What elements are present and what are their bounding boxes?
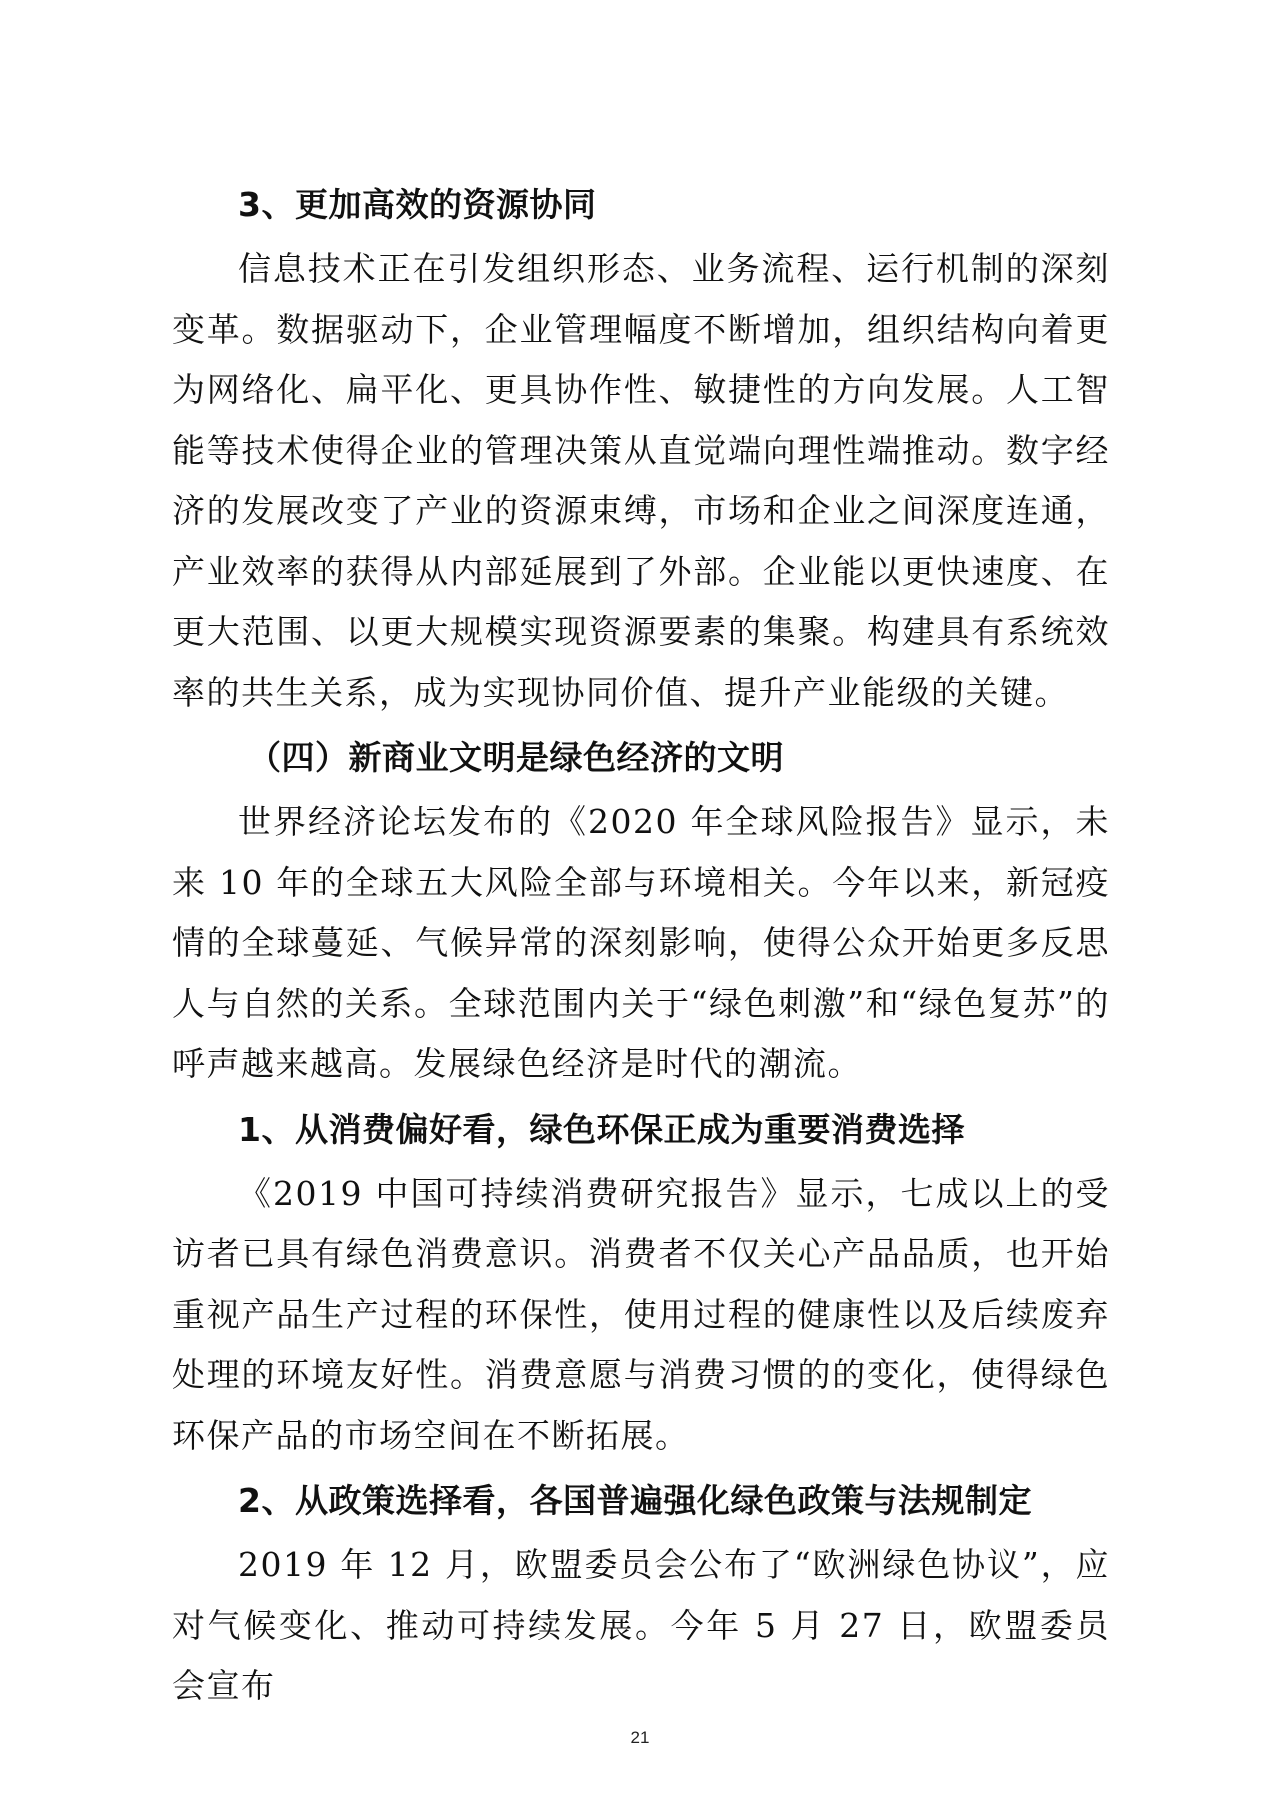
paragraph-resource-synergy: 信息技术正在引发组织形态、业务流程、运行机制的深刻变革。数据驱动下，企业管理幅度不断增加，组织结构向着更为网络化、扁平化、更具协作性、敏捷性的方向发展。人工智能等技术使得企业的管理决策从直觉端向理性端推动。数字经济的发展改变了产业的资源束缚，市场和企业之间深度连通，产业效率的获得从内部延展到了外部。企业能以更快速度、在更大范围、以更大规模实现资源要素的集聚。构建具有系统效率的共生关系，成为实现协同价值、提升产业能级的关键。 xyxy=(172,249,1110,712)
section-heading-4: （四）新商业文明是绿色经济的文明 xyxy=(248,738,784,777)
document-body xyxy=(172,180,1110,1727)
subsection-heading-1: 1、从消费偏好看，绿色环保正成为重要消费选择 xyxy=(238,1109,965,1149)
subsection-heading-3: 3、更加高效的资源协同 xyxy=(238,185,597,224)
paragraph-policy-choice: 2019 年 12 月，欧盟委员会公布了“欧洲绿色协议”，应对气候变化、推动可持续发展。今年 5 月 27 日，欧盟委员会宣布 xyxy=(172,1545,1110,1705)
paragraph-green-economy: 世界经济论坛发布的《2020 年全球风险报告》显示，未来 10 年的全球五大风险全部与环境相关。今年以来，新冠疫情的全球蔓延、气候异常的深刻影响，使得公众开始更多反思人与自然的关系。全球范围内关于“绿色刺激”和“绿色复苏”的呼声越来越高。发展绿色经济是时代的潮流。 xyxy=(172,802,1110,1083)
paragraph-consumer-preference: 《2019 中国可持续消费研究报告》显示，七成以上的受访者已具有绿色消费意识。消费者不仅关心产品品质，也开始重视产品生产过程的环保性，使用过程的健康性以及后续废弃处理的环境友好性。消费意愿与消费习惯的的变化，使得绿色环保产品的市场空间在不断拓展。 xyxy=(172,1173,1110,1455)
subsection-heading-2: 2、从政策选择看，各国普遍强化绿色政策与法规制定 xyxy=(238,1481,1032,1520)
page-number: 21 xyxy=(630,1728,650,1747)
